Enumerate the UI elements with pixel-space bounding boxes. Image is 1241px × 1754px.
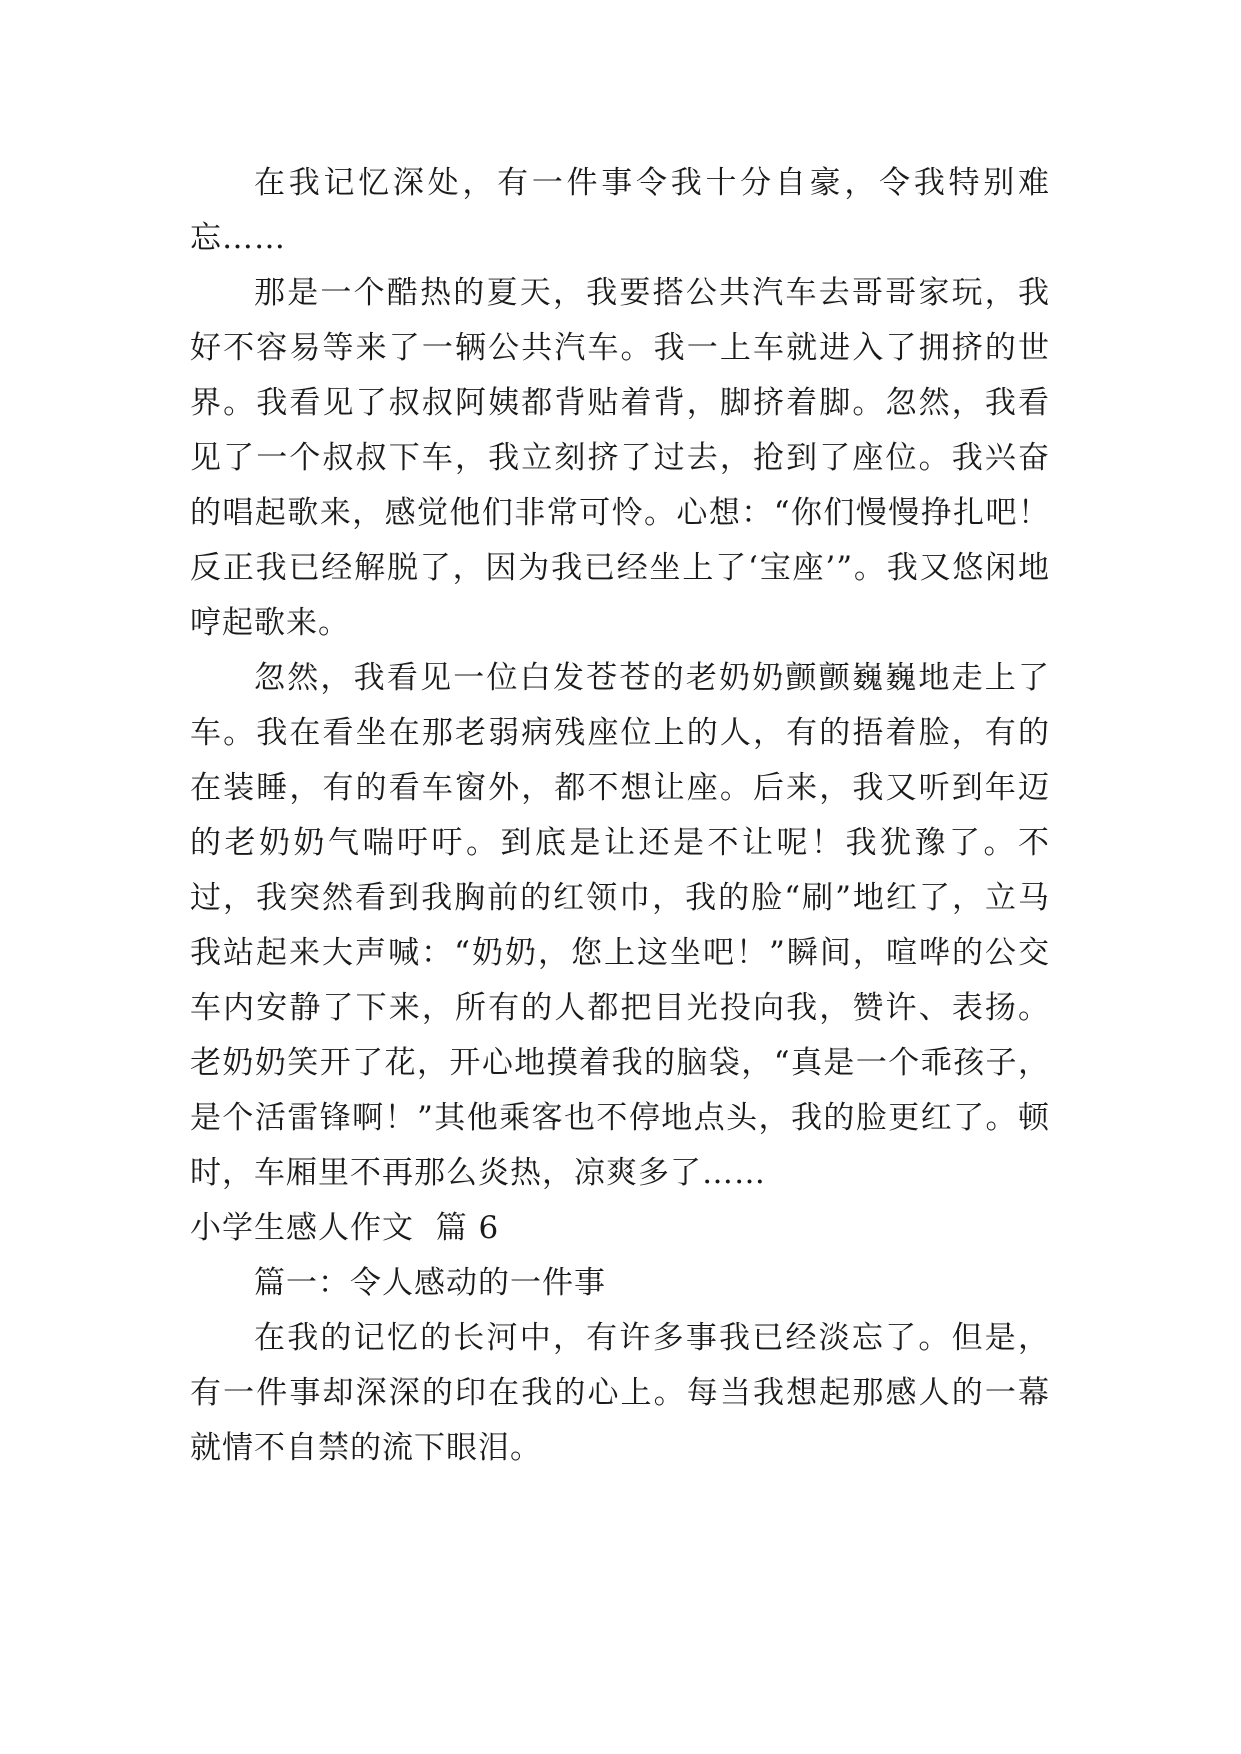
paragraph-give-seat: 忽然，我看见一位白发苍苍的老奶奶颤颤巍巍地走上了车。我在看坐在那老弱病残座位上的人，有的捂着脸，有的在装睡，有的看车窗外，都不想让座。后来，我又听到年迈的老奶奶气喘吁吁。到底是让还是不让呢！我犹豫了。不过，我突然看到我胸前的红领巾，我的脸“刷”地红了，立马我站起来大声喊：“奶奶，您上这坐吧！”瞬间，喧哗的公交车内安静了下来，所有的人都把目光投向我，赞许、表扬。老奶奶笑开了花，开心地摸着我的脑袋，“真是一个乖孩子，是个活雷锋啊！”其他乘客也不停地点头，我的脸更红了。顿时，车厢里不再那么炎热，凉爽多了…… [190,660,1050,1191]
paragraph-bus-ride: 那是一个酷热的夏天，我要搭公共汽车去哥哥家玩，我好不容易等来了一辆公共汽车。我一上车就进入了拥挤的世界。我看见了叔叔阿姨都背贴着背，脚挤着脚。忽然，我看见了一个叔叔下车，我立刻挤了过去，抢到了座位。我兴奋的唱起歌来，感觉他们非常可怜。心想：“你们慢慢挣扎吧！反正我已经解脱了，因为我已经坐上了‘宝座’”。我又悠闲地哼起歌来。 [190,275,1050,641]
document-body [190,156,1050,1476]
paragraph-intro: 在我记忆深处，有一件事令我十分自豪，令我特别难忘…… [190,165,1050,256]
section-heading: 小学生感人作文 篇 6 [190,1210,500,1246]
paragraph-memory: 在我的记忆的长河中，有许多事我已经淡忘了。但是，有一件事却深深的印在我的心上。每当我想起那感人的一幕就情不自禁的流下眼泪。 [190,1320,1050,1466]
essay-subtitle: 篇一：令人感动的一件事 [254,1265,606,1301]
